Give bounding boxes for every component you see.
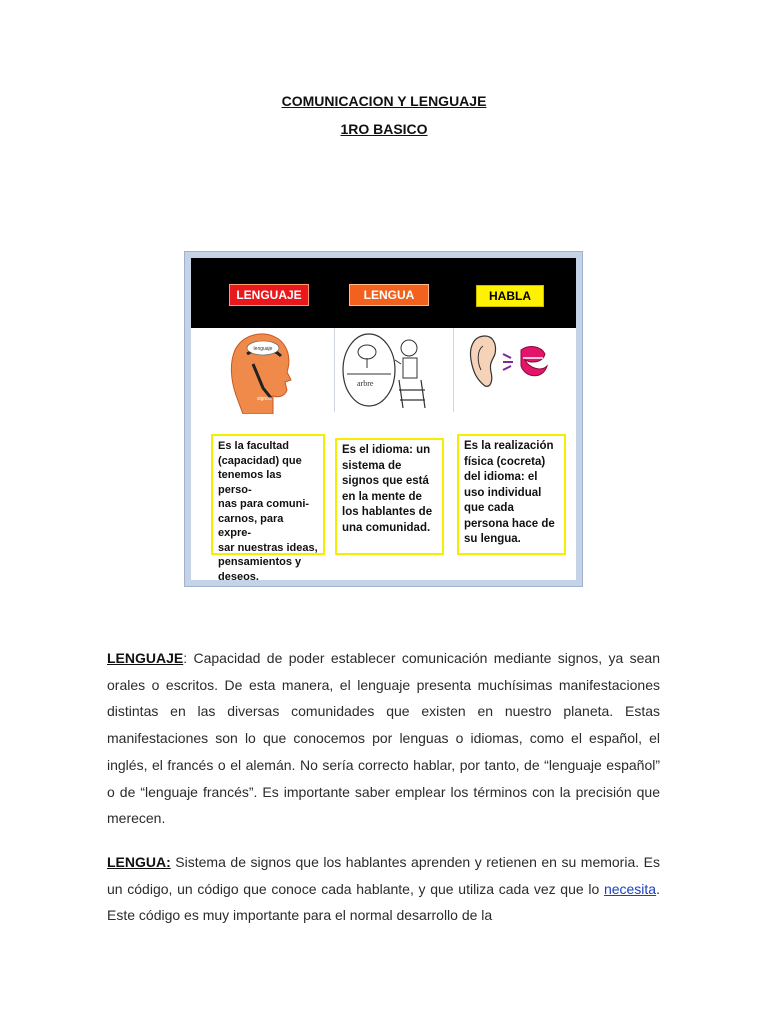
column-divider [453,328,454,412]
box-line: tenemos las perso- [218,469,282,496]
lengua-definition-text-continued: . Este código es muy importante para el normal desarrollo de la [107,880,660,924]
lengua-paragraph [107,849,660,929]
box-line: persona hace de [464,517,555,530]
box-line: del idioma: el [464,471,538,483]
lengua-term: LENGUA: [107,854,171,870]
box-line: que cada [464,502,514,514]
box-line: sar nuestras ideas, [218,541,318,554]
box-line: su lengua. [464,533,521,545]
lenguaje-definition-text: : Capacidad de poder establecer comunicación mediante signos, ya sean orales o escritos. De esta manera, el lenguaje presenta muchísimas manifestaciones distintas en las diversas comunidades que existen en nuestro planeta. Estas manifestaciones son lo que conocemos por lenguas o idiomas, como el español, el inglés, el francés o el alemán. No sería correcto hablar, por tanto, de “lenguaje español” o de “lenguaje francés”. Es importante saber emplear los términos con la precisión que merecen. [107,650,660,827]
tag-lenguaje: LENGUAJE [229,284,309,306]
box-line: sistema de [342,459,402,472]
signs-illustration [341,330,431,410]
column-divider [334,328,335,412]
lenguaje-paragraph [107,645,660,832]
necesita-link[interactable]: necesita [603,880,657,897]
document-subtitle: 1RO BASICO [340,121,428,137]
box-line: Es la facultad [218,440,289,452]
head-neck-label: voz [275,404,283,410]
box-line: deseos. [218,570,259,583]
lenguaje-definition-box [211,434,325,583]
box-line: Es el idioma: un [342,444,431,456]
document-title: COMUNICACION Y LENGUAJE [281,93,487,109]
lenguaje-lengua-habla-figure [185,252,582,586]
box-line: física (cocreta) [464,455,546,468]
box-line: en la mente de [342,490,422,503]
head-top-label: lenguaje [253,346,273,352]
tag-lengua: LENGUA [349,284,429,306]
lengua-definition-box [335,438,444,555]
ear-lips-illustration [467,332,553,392]
box-line: (capacidad) que [218,454,302,467]
head-mouth-label: signos [257,396,272,402]
box-line: pensamientos y [218,556,302,568]
box-line: carnos, para expre- [218,512,284,539]
box-line: signos que está [342,475,429,487]
lengua-definition-text: Sistema de signos que los hablantes aprenden y retienen en su memoria. Es un código, un código que conoce cada hablante, y que utiliza cada vez que lo [107,854,660,897]
head-profile-illustration [229,328,295,414]
brain-word-label: arbre [357,379,374,388]
box-line: una comunidad. [342,521,431,534]
box-line: los hablantes de [342,506,433,518]
lenguaje-term: LENGUAJE [107,650,184,666]
tag-habla: HABLA [476,285,544,307]
box-line: uso individual [464,486,542,499]
box-line: Es la realización [464,440,554,452]
habla-definition-box [457,434,566,555]
box-line: nas para comuni- [218,498,310,510]
